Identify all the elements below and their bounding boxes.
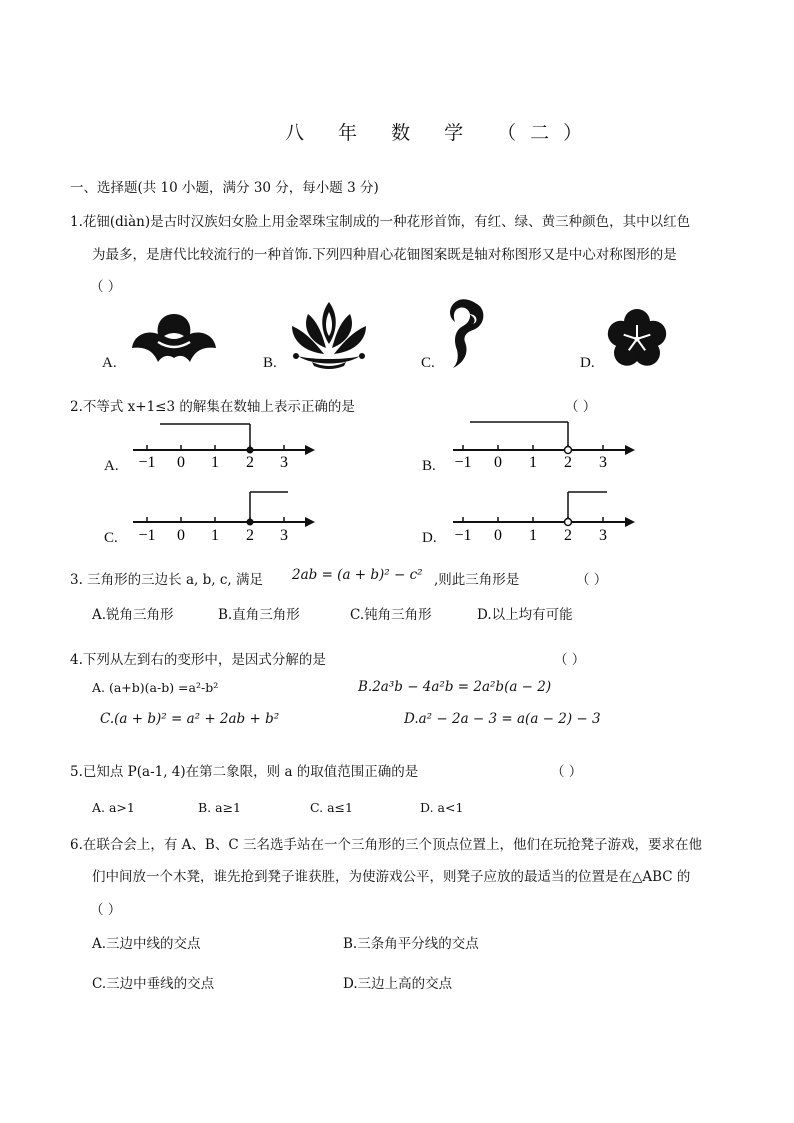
q1-text-line2: 为最多，是唐代比较流行的一种首饰.下列四种眉心花钿图案既是轴对称图形又是中心对称图形的是 (92, 247, 677, 263)
q3-option-b: B.直角三角形 (218, 607, 300, 623)
q4-option-b: B.2a³b − 4a²b = 2a²b(a − 2) (358, 679, 552, 695)
q1-option-a-label: A. (102, 355, 117, 371)
q2-option-a-number-line (125, 420, 320, 472)
q2-bracket: （ ） (565, 399, 597, 415)
q3-bracket: （ ） (576, 572, 608, 588)
q4-option-c: C.(a + b)² = a² + 2ab + b² (100, 711, 280, 727)
q1-option-b-pattern-icon (288, 300, 370, 370)
tick-label: 3 (280, 454, 288, 471)
q6-option-c: C.三边中垂线的交点 (92, 976, 215, 992)
q3-option-d: D.以上均有可能 (477, 607, 573, 623)
tick-label: 2 (564, 527, 572, 544)
q1-option-b-label: B. (263, 355, 277, 371)
q2-option-b-number-line (445, 420, 640, 472)
q5-bracket: （ ） (551, 764, 583, 780)
q3-stem-end: ,则此三角形是 (434, 572, 520, 588)
q5-stem: 5.已知点 P(a-1, 4)在第二象限，则 a 的取值范围正确的是 (70, 764, 419, 780)
tick-label: 1 (529, 527, 537, 544)
q5-option-d: D. a<1 (420, 800, 464, 815)
q6-option-a: A.三边中线的交点 (92, 936, 201, 952)
q1-option-c-label: C. (421, 355, 435, 371)
q4-bracket: （ ） (554, 652, 586, 668)
q4-option-a: A. (a+b)(a-b) =a²-b² (92, 680, 219, 695)
q3-option-c: C.钝角三角形 (350, 607, 432, 623)
q2-option-a-label: A. (104, 458, 119, 474)
q6-option-d: D.三边上高的交点 (343, 976, 453, 992)
section-heading: 一、选择题(共 10 小题，满分 30 分，每小题 3 分) (70, 180, 379, 196)
tick-label: 1 (211, 454, 219, 471)
q1-option-c-pattern-icon (443, 296, 491, 370)
q4-stem: 4.下列从左到右的变形中，是因式分解的是 (70, 652, 326, 668)
q5-option-c: C. a≤1 (310, 800, 353, 815)
q6-text-line2: 们中间放一个木凳，谁先抢到凳子谁获胜，为使游戏公平，则凳子应放的最适当的位置是在△ABC 的 (92, 869, 691, 885)
tick-label: 3 (599, 527, 607, 544)
tick-label: −1 (454, 527, 472, 544)
q2-option-c-number-line (125, 490, 320, 544)
page-title: 八 年 数 学 （二） (285, 122, 597, 144)
q2-stem: 2.不等式 x+1≤3 的解集在数轴上表示正确的是 (70, 399, 355, 415)
q6-option-b: B.三条角平分线的交点 (343, 936, 479, 952)
q2-option-d-label: D. (422, 530, 437, 546)
tick-label: 0 (177, 454, 185, 471)
tick-label: −1 (454, 454, 472, 471)
q1-bracket: （ ） (90, 279, 122, 295)
tick-label: −1 (138, 527, 156, 544)
q3-stem-start: 3. 三角形的三边长 a, b, c, 满足 (70, 572, 263, 588)
q1-text-line1: 1.花钿(diàn)是古时汉族妇女脸上用金翠珠宝制成的一种花形首饰，有红、绿、黄三种颜色，其中以红色 (70, 214, 691, 230)
tick-label: 2 (246, 527, 254, 544)
tick-label: 0 (494, 527, 502, 544)
q1-option-d-label: D. (580, 355, 595, 371)
q5-option-b: B. a≥1 (198, 800, 242, 815)
q2-option-b-label: B. (422, 458, 436, 474)
q3-option-a: A.锐角三角形 (92, 607, 174, 623)
q5-option-a: A. a>1 (92, 800, 135, 815)
q6-bracket: （ ） (90, 902, 122, 918)
q6-text-line1: 6.在联合会上，有 A、B、C 三名选手站在一个三角形的三个顶点位置上，他们在玩抢凳子游戏，要求在他 (70, 837, 702, 853)
tick-label: 1 (211, 527, 219, 544)
tick-label: 2 (564, 454, 572, 471)
tick-label: −1 (138, 454, 156, 471)
tick-label: 0 (177, 527, 185, 544)
q2-option-c-label: C. (104, 530, 118, 546)
tick-label: 2 (246, 454, 254, 471)
tick-label: 3 (280, 527, 288, 544)
tick-label: 0 (494, 454, 502, 471)
tick-label: 1 (529, 454, 537, 471)
q4-option-d: D.a² − 2a − 3 = a(a − 2) − 3 (404, 711, 601, 727)
q1-option-d-pattern-icon (604, 306, 670, 370)
tick-label: 3 (599, 454, 607, 471)
q1-option-a-pattern-icon (128, 312, 220, 372)
q2-option-d-number-line (445, 490, 640, 544)
q3-formula: 2ab = (a + b)² − c² (292, 567, 423, 583)
